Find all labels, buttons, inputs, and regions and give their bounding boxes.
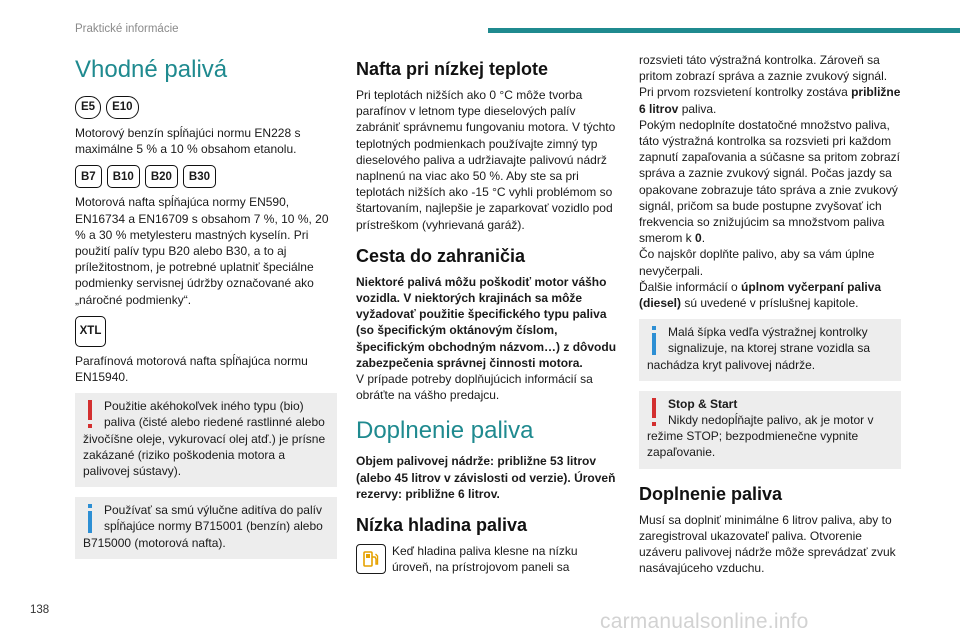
fuel-badge-e5: E5 [75, 96, 101, 119]
fuel-badge-b30: B30 [183, 165, 216, 188]
heading-doplnenie: Doplnenie paliva [356, 417, 534, 445]
heading-nizka: Nízka hladina paliva [356, 515, 528, 536]
column-left [75, 52, 337, 569]
text-p2: Pokým nedoplníte dostatočné množstvo paliva, táto výstražná kontrolka sa rozsvieti pri každom zapnutí zapaľovania a súčasne sa pritom zobrazí správa a zaznie zvukový signál. Počas jazdy sa opakovane zobrazuje táto správa a znie zvukový signál, pričom sa bude postupne zvyšovať ich frekvencia so znižujúcim sa množstvom paliva smerom k 0. [639, 117, 900, 246]
info-icon [83, 504, 97, 534]
page-number: 138 [30, 604, 50, 616]
fuel-badge-e10: E10 [106, 96, 138, 119]
watermark: carmanualsonline.info [600, 610, 809, 633]
column-middle [356, 52, 618, 575]
warning-title: Stop & Start [668, 396, 738, 411]
fuel-badge-xtl: XTL [75, 316, 106, 347]
fuel-badge-b7: B7 [75, 165, 102, 188]
warning-exclamation-icon [83, 400, 97, 430]
text-p4: Ďalšie informácií o úplnom vyčerpaní paliva (diesel) sú uvedené v príslušnej kapitole. [639, 279, 882, 311]
info-note-arrow [639, 319, 901, 381]
warning-text: Použitie akéhokoľvek iného typu (bio) paliva (čisté alebo riedené rastlinné alebo živočíšne oleje, vykurovací olej atď.) je prísne zakázané (riziko poškodenia motora a palivovej sústavy). [83, 399, 326, 479]
warning-note-bio [75, 393, 337, 487]
info-note-additives [75, 497, 337, 559]
info-arrow-text: Malá šípka vedľa výstražnej kontrolky signalizuje, na ktorej strane vozidla sa nachádza kryt palivovej nádrže. [647, 325, 871, 372]
info-text: Používať sa smú výlučne aditíva do palív spĺňajúce normy B715001 (benzín) alebo B715000 (motorová nafta). [83, 503, 323, 550]
text-doplnenie-bold: Objem palivovej nádrže: približne 53 litrov (alebo 45 litrov v závislosti od verzie). Úroveň rezervy: približne 6 litrov. [356, 454, 616, 501]
badges-b-row [75, 165, 337, 188]
column-right [639, 52, 901, 576]
text-p1: rozsvieti táto výstražná kontrolka. Zároveň sa pritom zobrazí správa a zaznie zvukový signál. Pri prvom rozsvietení kontrolky zostáva približne 6 litrov paliva. [639, 53, 901, 116]
fuel-badge-b10: B10 [107, 165, 140, 188]
badges-e-row [75, 96, 337, 119]
warning-note-stopstart [639, 391, 901, 469]
heading-nafta: Nafta pri nízkej teplote [356, 59, 549, 79]
heading-vhodne-paliva: Vhodné palivá [75, 56, 228, 83]
heading-doplnenie-2: Doplnenie paliva [639, 483, 783, 504]
badges-xtl-row [75, 316, 337, 347]
text-xtl: Parafínová motorová nafta spĺňajúca normu EN15940. [75, 353, 308, 385]
text-cesta: V prípade potreby doplňujúcich informácií sa obráťte na vášho predajcu. [356, 372, 593, 403]
running-header: Praktické informácie [75, 23, 179, 35]
header-accent-bar [488, 28, 960, 33]
heading-cesta: Cesta do zahraničia [356, 245, 526, 266]
warning-exclamation-icon [647, 398, 661, 428]
fuel-badge-b20: B20 [145, 165, 178, 188]
text-b: Motorová nafta spĺňajúca normy EN590, EN16734 a EN16709 s obsahom 7 %, 10 %, 20 % a 30 % metylesteru mastných kyselín. Pri použití palív typu B20 alebo B30, a to aj príležitostnom, je potrebné uplatniť špeciálne podmienky servisnej údržby označované ako „náročné podmienky“. [75, 195, 329, 307]
info-icon [647, 326, 661, 356]
low-fuel-block [356, 543, 618, 575]
text-end: Musí sa doplniť minimálne 6 litrov paliva, aby to zaregistroval ukazovateľ paliva. Otvorenie uzáveru palivovej nádrže môže sprevádzať zvuk nasávajúceho vzduchu. [639, 512, 896, 576]
text-cesta-bold: Niektoré palivá môžu poškodiť motor vášho vozidla. V niektorých krajinách sa môže vyžadovať použitie špecifického typu paliva (so špecifickým oktánovým číslom, špecifickým obchodným názvom…) z dôvodu zabezpečenia správnej činnosti motora. [356, 274, 617, 370]
warning-stopstart-text: Nikdy nedopĺňajte palivo, ak je motor v režime STOP; bezpodmienečne vypnite zapaľovanie. [647, 413, 874, 460]
fuel-pump-icon [356, 544, 386, 574]
text-nafta: Pri teplotách nižších ako 0 °C môže tvorba parafínov v letnom type dieselových palív zabrániť správnemu fungovaniu motora. V týchto teplotných podmienkach používajte zimný typ dieselového paliva a udržiavajte palivovú nádrž naplnenú na viac ako 50 %. Aby ste sa pri teplotách nižších ako -15 °C vyhli problémom so štartovaním, najlepšie je zaparkovať vozidlo pod prístreškom (vyhrievaná garáž). [356, 88, 616, 232]
text-nizka: Keď hladina paliva klesne na nízku úroveň, na prístrojovom paneli sa [392, 544, 578, 575]
text-p3: Čo najskôr doplňte palivo, aby sa vám úplne nevyčerpali. [639, 247, 875, 278]
text-e: Motorový benzín spĺňajúci normu EN228 s maximálne 5 % a 10 % obsahom etanolu. [75, 126, 301, 157]
